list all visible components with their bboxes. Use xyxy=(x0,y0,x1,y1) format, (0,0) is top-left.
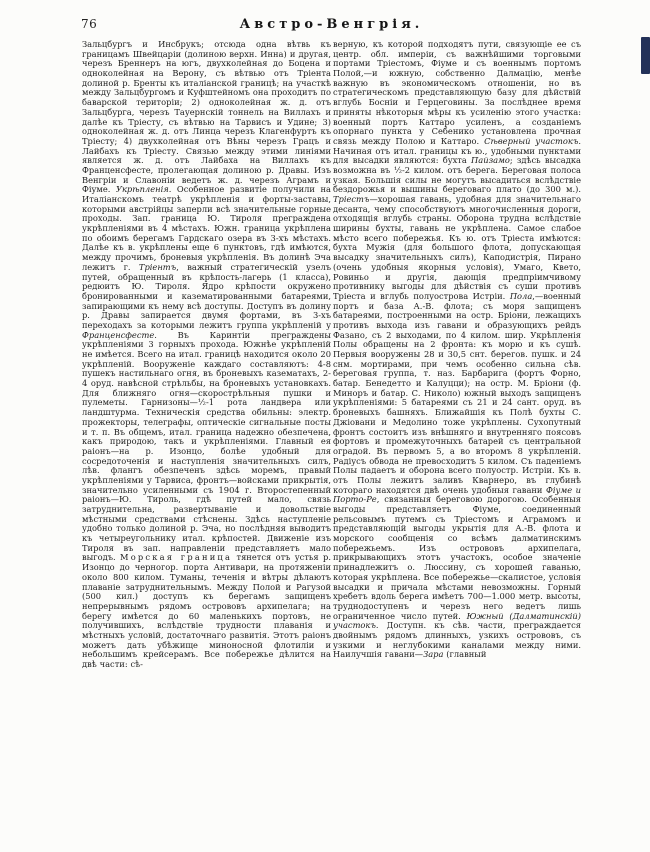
text-run: ; здѣсь высадка возможна въ ½-2 килом. отъ берега. Береговая полоса узкая. Большія силы не могутъ высадиться вслѣдствіе бездорожья и вышины береговаго плато (до 300 м.). xyxy=(333,155,581,195)
text-run: , связанныя береговою дорогою. Особенныя выгоды представляетъ Фіуме, соединенный рельсовымъ путемъ съ Тріестомъ и Аграмомъ и представляющій выгоды укрытія для А.-В. флота и морского сообщенія со всѣмъ далматинскимъ побережьемъ. Изъ острововъ архипелага, прикрывающихъ этотъ участокъ, особое значеніе принадлежитъ о. Люссину, съ хорошей гаванью, которая укрѣплена. Все побережье—скалистое, условія высадки и причала мѣстами невозможны. Горный хребетъ вдоль берега имѣетъ 700—1.000 метр. высоты, труднодоступенъ и черезъ него ведетъ лишь ограниченное число путей. xyxy=(333,494,581,621)
italic-text-run: Тріестъ xyxy=(333,194,370,204)
text-run: Начиная отъ итал. границы къ ю., удобными пунктами для высадки являются: бухта xyxy=(333,145,581,166)
italic-text-run: Франценсфесте xyxy=(82,329,155,340)
text-run: ,—военный портъ и база А.-В. флота; съ моря защищенъ батареями, построенными на остр. Бріони, лежащихъ противъ выхода изъ гавани и образующихъ рейдъ Фазано, съ 2 выходами, по 4 килом. шир. Укрѣпленія Полы обращены на 2 фронта: къ морю и къ сушѣ. Первыя вооружены 28 и 30,5 снт. берегов. пушк. и 24 снм. мортирами, при чемъ особенно сильна сѣв. береговая группа, т. наз. Барбарига (фортъ Форно, батар. Бенедетто и Калуцци); на остр. М. Бріони (ф. Миноръ и батар. С. Николо) южный выходъ защищенъ укрѣпленіями: 5 батареями съ 21 и 24 сант. оруд. въ броневыхъ башняхъ. Ближайшія къ Полѣ бухты С. Джіовани и Медолино тоже укрѣплены. Сухопутный фронтъ состоитъ изъ внѣшняго и внутренняго поясовъ фортовъ и промежуточныхъ батарей съ центральной оградой. Въ первомъ 5, а во второмъ 8 укрѣпленій. Радіусъ обвода не превосходитъ 5 килом. Съ паденіемъ Полы падаетъ и оборона всего полуостр. Истріи. Къ в. отъ Полы лежитъ заливъ Кварнеро, въ глубинѣ котораго находятся двѣ очень удобныя гавани xyxy=(333,290,581,495)
page-title: Австро-Венгрія. xyxy=(239,17,424,32)
italic-text-run: Укрѣпленія. xyxy=(115,184,172,195)
italic-text-run: Сѣверный участокъ. xyxy=(484,135,581,146)
text-run: Зальцбургъ и Инсбрукъ; отсюда одна вѣтвь къ границамъ Швейцаріи (долиною верхн. Инна) и другая, черезъ Бреннеръ на югъ, двухколейная до Боцена и одноколейная на Верону, съ вѣтвью отъ Тріента долиной р. Бренты къ италіанской границѣ; на участкѣ между Зальцбургомъ и Куфштейномъ она проходитъ по баварской територіи; 2) одноколейная ж. д. отъ Зальцбурга, черезъ Тауернскій тоннель на Виллахъ и далѣе къ Тріесту, съ вѣтвью на Тарвисъ и Удине; 3) одноколейная ж. д. отъ Линца черезъ Клагенфуртъ къ Тріесту; 4) двухколейная отъ Вѣны черезъ Грацъ и Лайбахъ къ Тріесту. Связью между этими линіями является ж. д. отъ Лайбаха на Виллахъ къ Франценсфесте, пролегающая долиною р. Дравы. Изъ Венгріи и Славоніи ведетъ ж. д. черезъ Аграмъ и Фіуме. xyxy=(82,39,331,195)
italic-text-run: Пайзамо xyxy=(471,155,510,166)
left-column-text xyxy=(82,40,331,670)
italic-text-run: Южный (Далматинскій) участокъ. xyxy=(333,610,581,631)
text-run: тянется отъ устья р. Изонцо до черногор. порта Антивари, на протяженіи около 800 килом. Туманы, теченія и вѣтры дѣлаютъ плаваніе затруднительнымъ. Между Полой и Рагузой (500 кил.) доступъ къ берегамъ защищенъ непрерывнымъ рядомъ острововъ архипелага; на берегу имѣется до 60 маленькихъ портовъ, не получившихъ, вслѣдствіе трудности плаванія и мѣстныхъ условій, достаточнаго развитія. Этотъ раіонъ можетъ дать убѣжище миноносной флотиліи и небольшимъ крейсерамъ. Все побережье дѣлится на двѣ части: сѣ- xyxy=(82,552,331,669)
spaced-text-run: Морская граница xyxy=(120,552,233,563)
text-run: верную, къ которой подходятъ пути, связующіе ее съ центр. обл. имперіи, съ важнѣйшими торговыми портами Тріестомъ, Фіуме и съ военнымъ портомъ Полой,—и южную, собственно Далмацію, менѣе важную въ экономическомъ отношеніи, но въ стратегическомъ представляющую базу для дѣйствій вглубь Босніи и Герцеговины. За послѣднее время приняты нѣкоторыя мѣры къ усиленію этого участка: военный портъ Каттаро усиленъ, а созданіемъ опорнаго пункта у Себенико установлена прочная связь между Полою и Каттаро. xyxy=(333,39,581,146)
italic-text-run: Фіуме и Порто-Ре xyxy=(333,484,581,505)
scan-edge-mark xyxy=(641,37,650,74)
italic-text-run: Пола xyxy=(509,290,533,301)
text-run: Особенное развитіе получили на Италіанскомъ театрѣ укрѣпленія и форты-заставы, которыми австрійцы заперли всѣ значительные горные проходы. Зап. граница Ю. Тироля преграждена укрѣпленіями въ 4 мѣстахъ. Южн. граница укрѣплена по обоимъ берегамъ Гардскаго озера въ 3-хъ мѣстахъ. Далѣе къ в. укрѣплены еще 6 пунктовъ, гдѣ имѣются, между прочимъ, броневыя укрѣпленія. Въ долинѣ Эча лежитъ г. xyxy=(82,184,331,272)
text-run: (главный xyxy=(443,649,487,660)
text-run: Доступн. къ сѣв. части, преграждается двойнымъ рядомъ длинныхъ, узкихъ острововъ, съ узкими и неглубокими каналами между ними. Наилучшія гавани— xyxy=(333,620,581,660)
page-number: 76 xyxy=(81,17,98,31)
text-run: —хорошая гавань, удобная для значительнаго десанта, чему способствуютъ многочисленныя дороги, отходящія вглубь страны. Оборона трудна вслѣдствіе ширины бухты, гавань не укрѣплена. Самое слабое мѣсто всего побережья. Къ ю. отъ Тріеста имѣются: бухта Мужія (для большого флота, допускающая высадку значительныхъ силъ), Каподистрія, Пирано (очень удобныя якорныя условія), Умаго, Квето, Ровиньо и другія, дающія предпріимчивому противнику выгоды для дѣйствія съ суши противъ Тріеста и вглубь полуострова Истріи. xyxy=(333,194,581,301)
italic-text-run: Зара xyxy=(423,649,444,660)
text-run: , важный стратегическій узелъ путей, обращенный въ крѣпость-лагерь (1 класса), редюитъ Ю. Тироля. Ядро крѣпости окружено бронированными и казематированными батареями, запирающими къ нему всѣ доступы. Доступъ въ долину р. Дравы запирается двумя фортами, въ 3-хъ переходахъ за которыми лежитъ группа укрѣпленій у xyxy=(82,261,331,330)
right-column-text xyxy=(333,40,581,660)
text-run: . Въ Каринтіи преграждены укрѣпленіями 3 горныхъ прохода. Южнѣе укрѣпленій не имѣется. Всего на итал. границѣ находится около 20 укрѣпленій. Вооруженіе каждаго составляютъ: 4-8 пушекъ настильнаго огня, въ броневыхъ казематахъ, 2-4 оруд. навѣсной стрѣльбы, на броневыхъ установкахъ. Для ближняго огня—скорострѣльныя пушки и пулеметы. Гарнизоны—½-1 рота ландвера или ландштурма. Техническія средства обильны: электр. прожекторы, телеграфы, оптическіе сигнальные посты и т. п. Въ общемъ, итал. граница надежно обезпечена, какъ природою, такъ и укрѣпленіями. Главный ея раіонъ—на р. Изонцо, болѣе удобный для сосредоточенія и наступленія значительныхъ силъ, лѣв. флангъ обезпеченъ здѣсь моремъ, правый укрѣпленіями у Тарвиса, фронтъ—войсками прикрытія, значительно усиленными съ 1904 г. Второстепенный раіонъ—Ю. Тироль, гдѣ путей мало, связь затруднительна, развертываніе и довольствіе мѣстными средствами стѣснены. Здѣсь наступленіе удобно только долиной р. Эча, но послѣдняя выводитъ къ четыреугольнику итал. крѣпостей. Движеніе изъ Тироля въ зап. направленіи представляетъ мало выгодъ. xyxy=(82,329,331,563)
italic-text-run: Тріентъ xyxy=(138,261,177,272)
